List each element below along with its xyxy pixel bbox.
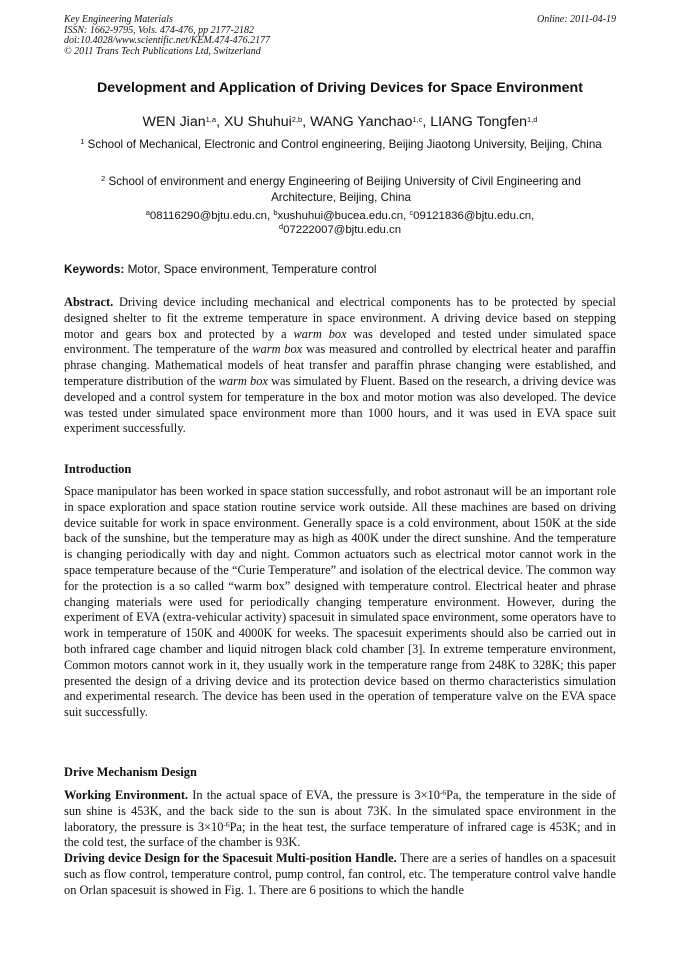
email-address[interactable]: 09121836@bjtu.edu.cn,: [413, 210, 535, 222]
introduction-heading: Introduction: [64, 462, 132, 476]
keywords-label: Keywords:: [64, 262, 125, 276]
online-date: Online: 2011-04-19: [537, 14, 616, 25]
paragraph-text: Pa; in the heat test, the surface temperature of infrared cage is 453K; and in the cold test, the surface of the chamber is 93K.: [64, 819, 616, 850]
email-sup: c: [409, 208, 414, 217]
working-environment-paragraph: [64, 788, 616, 851]
author-name: XU Shuhui: [223, 114, 292, 130]
affiliation-sup: 1: [80, 137, 85, 146]
author-sup: 1,c: [412, 115, 423, 124]
author-sep: ,: [422, 114, 431, 130]
email-list: [70, 209, 610, 237]
paragraph-text: Pa, the temperature in the side of sun shine is 453K, and the back side to the sun is about 73K. In the simulated space environment in the laboratory, the pressure is 3×10: [64, 788, 617, 834]
paragraph-text: In the actual space of EVA, the pressure is 3×10: [188, 788, 440, 802]
keywords: [64, 262, 616, 276]
abstract-emphasis: warm box: [293, 326, 347, 341]
author-name: WEN Jian: [142, 114, 206, 130]
abstract-text: was developed and tested under simulated space environment. The temperature of the: [64, 326, 617, 357]
email-sup: d: [278, 222, 284, 231]
paper-title: Development and Application of Driving Devices for Space Environment: [97, 80, 583, 96]
affiliation-2: [76, 174, 606, 205]
email-sep: ,: [403, 210, 410, 222]
author-sep: ,: [216, 114, 224, 130]
email-sup: a: [145, 208, 150, 217]
driving-device-label: Driving device Design for the Spacesuit Multi-position Handle.: [64, 851, 397, 865]
affiliation-text: School of environment and energy Engineering of Beijing University of Civil Engineering and Architecture, Beijing, China: [108, 175, 581, 204]
affiliation-1: [76, 137, 606, 153]
email-address[interactable]: 07222007@bjtu.edu.cn: [283, 224, 402, 236]
abstract-emphasis: warm box: [218, 373, 268, 388]
journal-name: Key Engineering Materials: [64, 14, 173, 25]
affiliation-text: School of Mechanical, Electronic and Control engineering, Beijing Jiaotong University, Beijing, China: [87, 138, 602, 151]
email-sep: ,: [267, 210, 274, 222]
affiliation-sup: 2: [101, 174, 106, 183]
author-sup: 1,a: [205, 115, 217, 124]
author-name: LIANG Tongfen: [430, 114, 528, 130]
author-sep: ,: [302, 114, 311, 130]
keywords-text: Motor, Space environment, Temperature control: [124, 262, 377, 276]
email-line-1: [70, 209, 610, 223]
exponent: -6: [223, 819, 230, 829]
copyright-line: © 2011 Trans Tech Publications Ltd, Switzerland: [64, 45, 261, 57]
journal-header: [64, 15, 616, 57]
abstract-text: was simulated by Fluent. Based on the research, a driving device was developed and a control system for temperature in the box and motor motion was also developed. The device was tested under simulated space environment more than 1000 hours, and it was used in EVA space suit experiment successfully.: [64, 373, 617, 436]
email-address[interactable]: xushuhui@bucea.edu.cn: [277, 210, 404, 222]
abstract-emphasis: warm box: [252, 342, 303, 357]
abstract-paragraph: [64, 295, 616, 437]
author-sup: 2,b: [291, 115, 303, 124]
email-sup: b: [273, 208, 278, 217]
email-address[interactable]: 08116290@bjtu.edu.cn: [149, 210, 267, 222]
drive-mechanism-heading: Drive Mechanism Design: [64, 765, 197, 779]
introduction-paragraph: Space manipulator has been worked in space station successfully, and robot astronaut will be an important role in space exploration and space station routine service work outside. All these machines are based on driving device suitable for work in space environment. Generally space is a cold environment, about 150K at the side back of the sunshine, but the temperature may as high as 400K under the direct sunshine. And the temperature is changing periodically with day and night. Common actuators such as electrical motor cannot work in the space temperature because of the “Curie Temperature” and isolation of the electrical device. The common way for the protection is a so called “warm box” designed with temperature control. Electrical heater and phrase changing materials were used for periodically changing temperature environment. However, during the experiment of EVA (extra-vehicular activity) spacesuit in simulated space environment, some operators have to work in temperature of 150K and 4000K for weeks. The spacesuit experiments should also be carried out in both infrared cage chamber and liquid nitrogen black cold chamber [3]. In extreme temperature environment, Common motors cannot work in it, they usually work in the temperature range from 248K to 328K; this paper presented the design of a driving device and its protection device based on thermo characteristics simulation and experimental research. The device has been used in the operation of temperature valve on the EVA space suit successfully.: [64, 484, 616, 720]
paragraph-text: There are a series of handles on a spacesuit such as flow control, temperature control, pump control, fan control, etc. The temperature control valve handle on Orlan spacesuit is showed in Fig. 1. There are 6 positions to which the handle: [64, 851, 616, 897]
author-list: [40, 114, 640, 130]
email-line-2: [70, 223, 610, 237]
working-environment-label: Working Environment.: [64, 788, 189, 802]
abstract-label: Abstract.: [64, 295, 114, 309]
driving-device-paragraph: [64, 851, 616, 898]
abstract-text: was measured and controlled by electrical heater and paraffin phrase changing. Mathematical models of heat transfer and paraffin phrase changing were established, and temperature distribution of the: [64, 342, 616, 388]
abstract-text: Driving device including mechanical and electrical components has to be protected by special designed shelter to fit the extreme temperature in space environment. A driving device based on stepping motor and gears box and protected by a: [64, 295, 616, 341]
author-name: WANG Yanchao: [310, 114, 413, 130]
issn-line: ISSN: 1662-9795, Vols. 474-476, pp 2177-2182: [64, 24, 254, 36]
author-sup: 1,d: [527, 115, 538, 124]
doi-line[interactable]: doi:10.4028/www.scientific.net/KEM.474-476.2177: [64, 35, 271, 46]
exponent: -6: [439, 788, 447, 797]
